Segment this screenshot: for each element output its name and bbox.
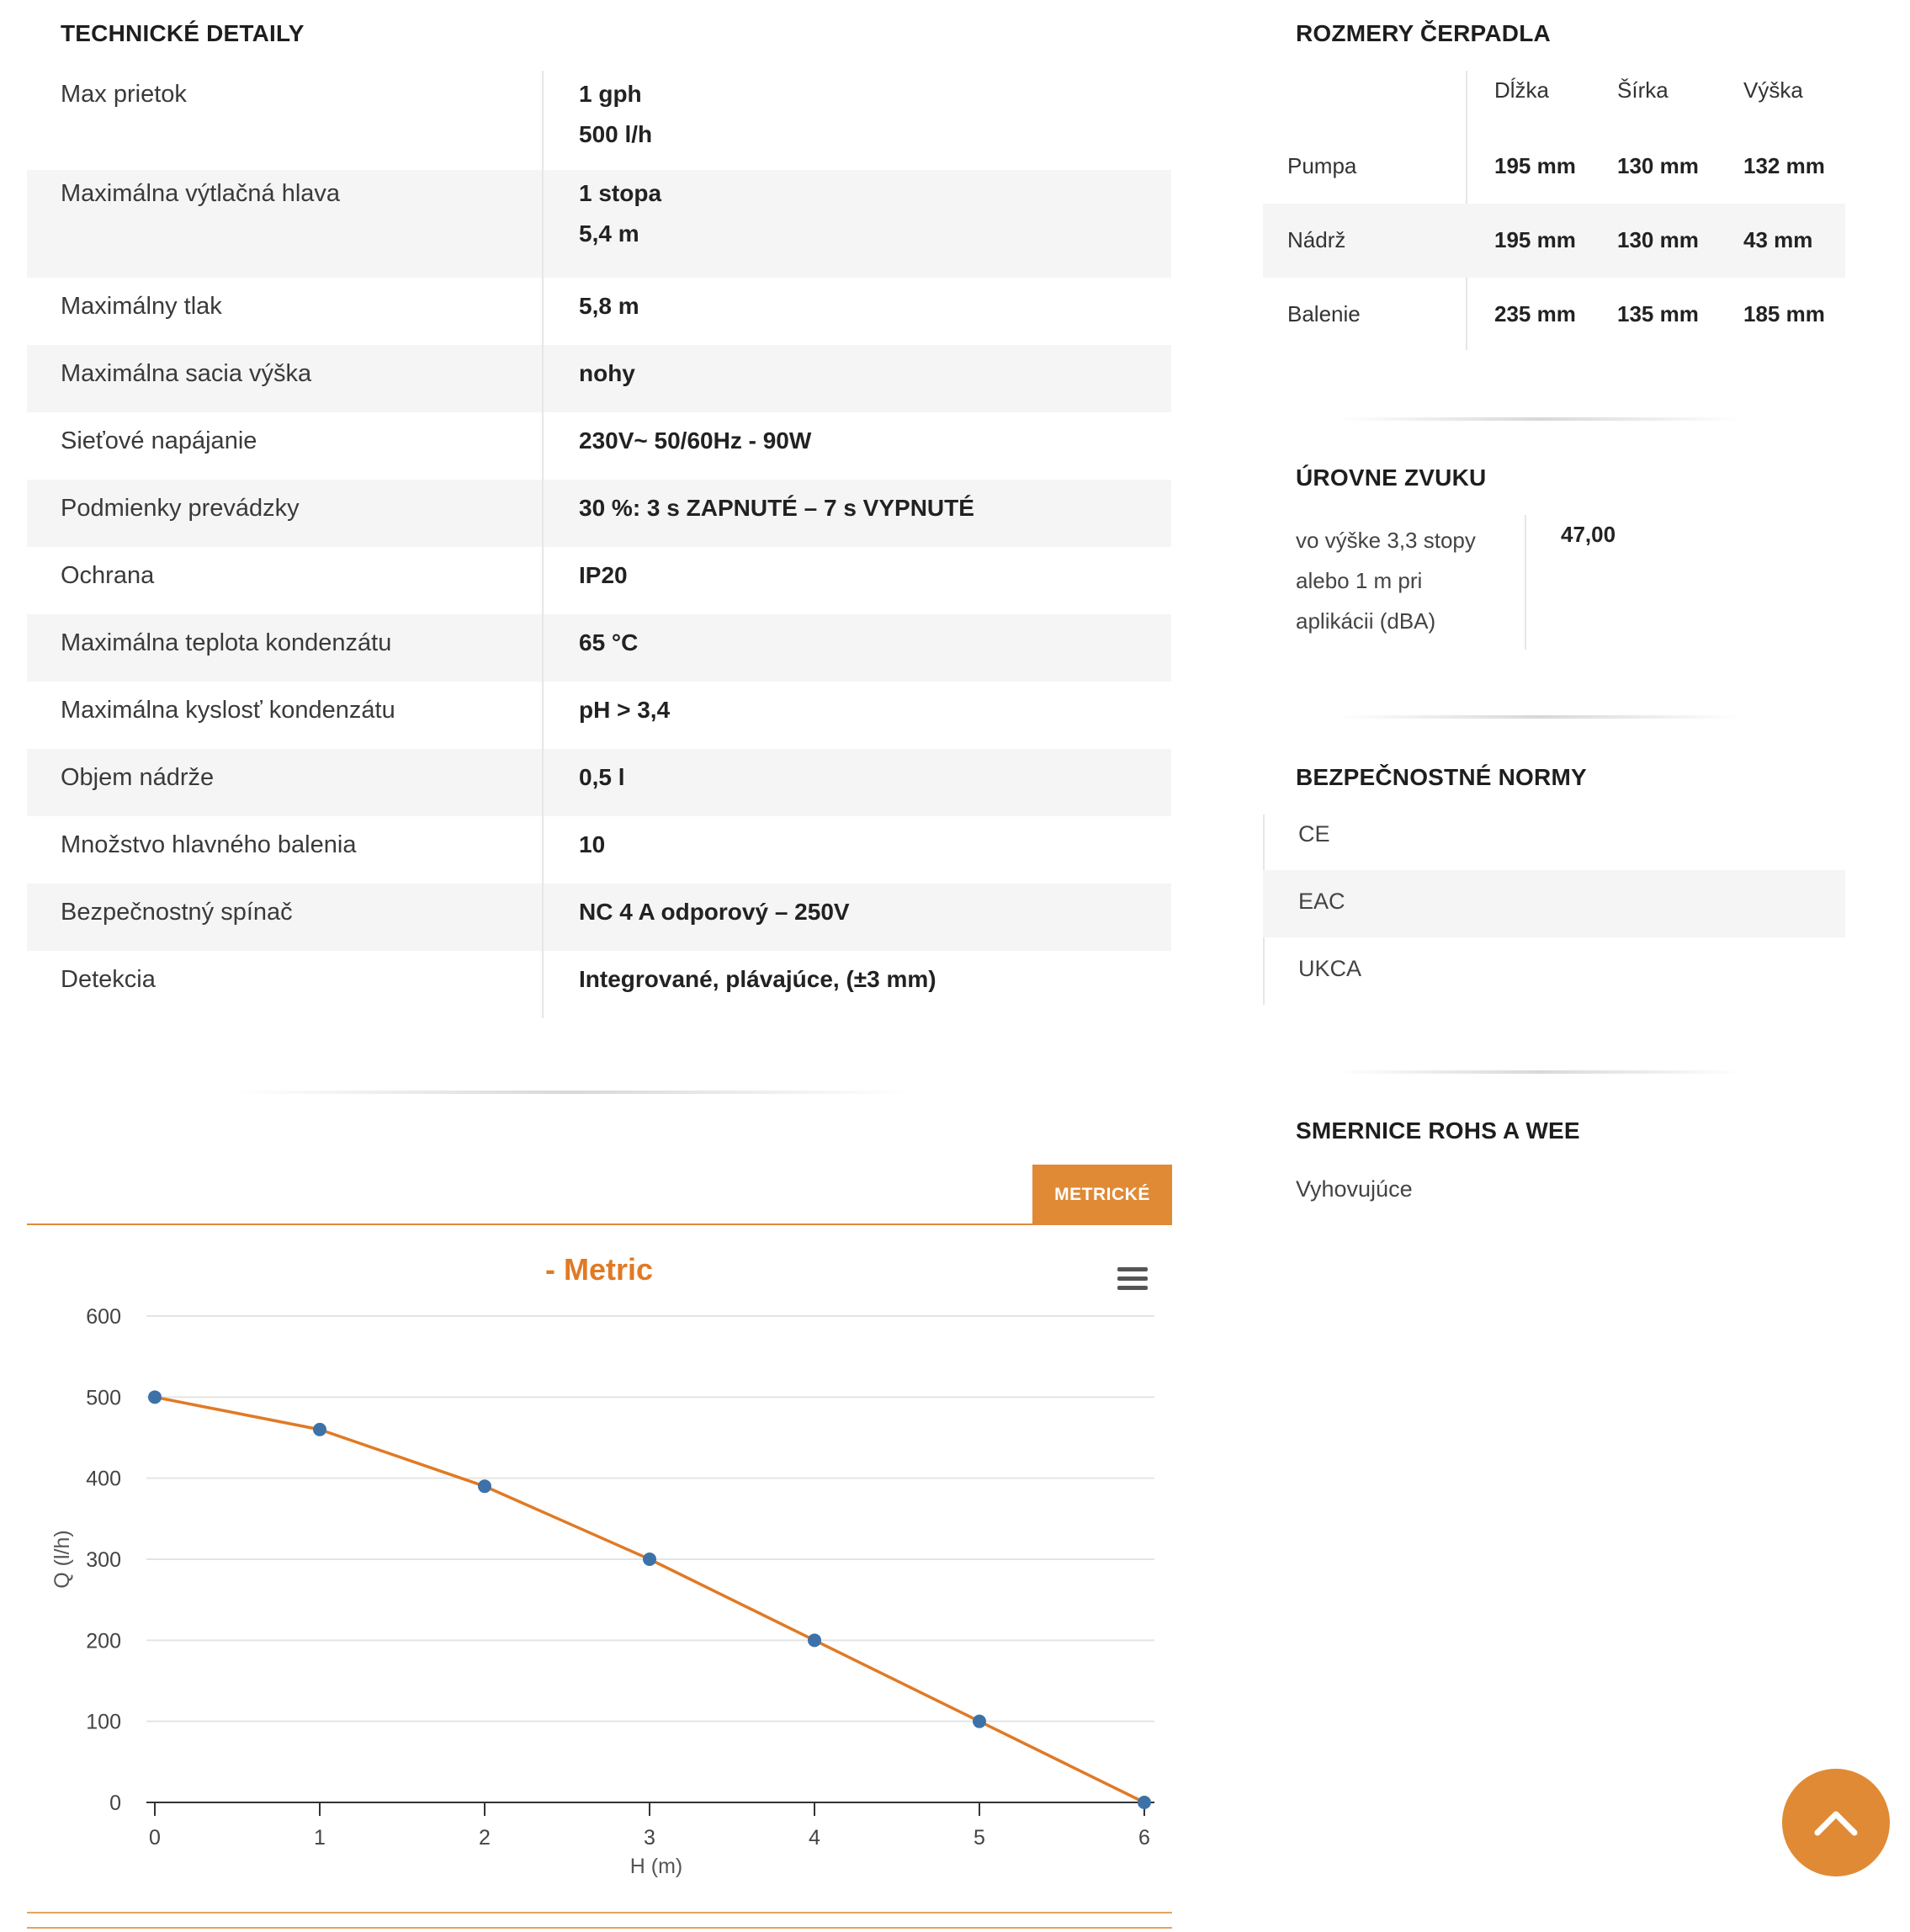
y-tick-label: 200 xyxy=(86,1629,121,1653)
separator xyxy=(236,1091,909,1094)
tech-label: Bezpečnostný spínač xyxy=(61,899,293,926)
data-point xyxy=(1138,1796,1151,1809)
tech-divider xyxy=(542,71,544,170)
tech-row xyxy=(27,480,1171,547)
tech-row xyxy=(27,547,1171,614)
x-tick-label: 4 xyxy=(809,1826,820,1850)
norm-label: UKCA xyxy=(1298,956,1362,981)
tech-label: Objem nádrže xyxy=(61,764,215,791)
chart-bottom-rule-2 xyxy=(27,1927,1172,1929)
data-point xyxy=(643,1552,656,1566)
chart-top-rule xyxy=(27,1223,1172,1225)
tech-divider xyxy=(542,816,544,884)
x-tick-label: 2 xyxy=(479,1826,491,1850)
data-point xyxy=(973,1715,986,1728)
hamburger-icon[interactable] xyxy=(1117,1267,1148,1292)
tech-value: 30 %: 3 s ZAPNUTÉ – 7 s VYPNUTÉ xyxy=(579,495,974,521)
tech-value: 0,5 l xyxy=(579,764,625,790)
tech-label: Maximálny tlak xyxy=(61,293,222,320)
chevron-up-icon xyxy=(1782,1769,1890,1876)
tech-divider xyxy=(542,480,544,547)
y-tick-label: 400 xyxy=(86,1467,121,1491)
tech-value: 230V~ 50/60Hz - 90W xyxy=(579,427,812,454)
tech-value: 10 xyxy=(579,831,606,857)
data-point xyxy=(478,1479,491,1493)
tech-value: 1 stopa 5,4 m xyxy=(579,180,662,247)
data-point xyxy=(808,1633,821,1647)
series-line xyxy=(155,1397,1144,1802)
tech-divider xyxy=(542,170,544,278)
norms-title: BEZPEČNOSTNÉ NORMY xyxy=(1296,764,1587,790)
tech-row xyxy=(27,71,1171,170)
tech-row xyxy=(27,749,1171,816)
chart-bottom-rule xyxy=(27,1912,1172,1913)
dim-cell: 185 mm xyxy=(1743,301,1825,326)
y-tick-label: 600 xyxy=(86,1305,121,1329)
sound-label-line: vo výške 3,3 stopy xyxy=(1296,528,1476,553)
sound-label-line: aplikácii (dBA) xyxy=(1296,608,1436,634)
x-tick-label: 0 xyxy=(149,1826,161,1850)
norm-item xyxy=(1263,870,1845,937)
tech-divider xyxy=(542,614,544,682)
dim-cell: 130 mm xyxy=(1617,227,1699,252)
tech-row xyxy=(27,170,1171,278)
norm-label: EAC xyxy=(1298,889,1345,914)
x-axis-label: H (m) xyxy=(629,1855,683,1878)
separator xyxy=(1338,417,1742,421)
dim-row-name: Nádrž xyxy=(1287,227,1346,252)
tech-row xyxy=(27,345,1171,412)
chart-title: - Metric xyxy=(544,1252,654,1287)
y-tick-label: 0 xyxy=(109,1791,121,1815)
y-tick-label: 300 xyxy=(86,1548,121,1572)
tech-divider xyxy=(542,951,544,1018)
y-axis-label: Q (l/h) xyxy=(50,1530,74,1589)
data-point xyxy=(148,1390,162,1404)
dim-cell: 43 mm xyxy=(1743,227,1813,252)
scroll-top-button[interactable] xyxy=(1782,1769,1890,1876)
separator xyxy=(1338,715,1742,719)
x-tick-label: 6 xyxy=(1138,1826,1150,1850)
tech-label: Max prietok xyxy=(61,81,187,108)
dim-cell: 132 mm xyxy=(1743,153,1825,178)
y-tick-label: 100 xyxy=(86,1710,121,1734)
separator xyxy=(1338,1070,1742,1074)
y-tick-label: 500 xyxy=(86,1386,121,1410)
tech-row xyxy=(27,278,1171,345)
tech-label: Množstvo hlavného balenia xyxy=(61,831,357,858)
dim-header-length: Dĺžka xyxy=(1494,77,1550,103)
dim-row-name: Balenie xyxy=(1287,301,1361,326)
tech-divider xyxy=(542,278,544,345)
tech-value: 1 gph 500 l/h xyxy=(579,81,653,147)
tech-divider xyxy=(542,682,544,749)
tech-label: Detekcia xyxy=(61,966,156,993)
tech-value: 65 °C xyxy=(579,629,639,656)
dimensions-title: ROZMERY ČERPADLA xyxy=(1296,20,1551,46)
x-tick-label: 5 xyxy=(974,1826,985,1850)
tech-value: nohy xyxy=(579,360,635,386)
tech-row xyxy=(27,951,1171,1018)
norm-item xyxy=(1263,803,1845,870)
dim-cell: 195 mm xyxy=(1494,153,1576,178)
dim-cell: 135 mm xyxy=(1617,301,1699,326)
performance-chart xyxy=(0,1296,1178,1902)
dim-cell: 195 mm xyxy=(1494,227,1576,252)
tech-value: 5,8 m xyxy=(579,293,639,319)
tech-divider xyxy=(542,884,544,951)
tech-label: Maximálna kyslosť kondenzátu xyxy=(61,697,395,724)
tech-label: Sieťové napájanie xyxy=(61,427,257,454)
tech-label: Podmienky prevádzky xyxy=(61,495,300,522)
x-tick-label: 3 xyxy=(644,1826,655,1850)
sound-label-line: alebo 1 m pri xyxy=(1296,568,1423,593)
data-point xyxy=(313,1423,326,1436)
rohs-title: SMERNICE ROHS A WEE xyxy=(1296,1117,1580,1144)
rohs-value: Vyhovujúce xyxy=(1296,1176,1413,1202)
sound-label xyxy=(1296,520,1476,641)
tech-row xyxy=(27,816,1171,884)
tech-label: Ochrana xyxy=(61,562,155,589)
metric-toggle-button[interactable]: METRICKÉ xyxy=(1032,1165,1172,1225)
tech-value: pH > 3,4 xyxy=(579,697,671,723)
tech-row xyxy=(27,614,1171,682)
tech-value: Integrované, plávajúce, (±3 mm) xyxy=(579,966,936,992)
dim-header-width: Šírka xyxy=(1617,77,1669,103)
tech-title: TECHNICKÉ DETAILY xyxy=(61,20,305,46)
dim-header-height: Výška xyxy=(1743,77,1803,103)
tech-divider xyxy=(542,345,544,412)
tech-divider xyxy=(542,547,544,614)
dim-cell: 130 mm xyxy=(1617,153,1699,178)
tech-table xyxy=(27,71,1171,1018)
tech-value: IP20 xyxy=(579,562,628,588)
tech-label: Maximálna výtlačná hlava xyxy=(61,180,341,207)
dim-row xyxy=(1263,204,1845,278)
tech-row xyxy=(27,682,1171,749)
tech-divider xyxy=(542,412,544,480)
dim-row xyxy=(1263,130,1845,204)
dim-row xyxy=(1263,278,1845,352)
sound-value: 47,00 xyxy=(1561,522,1616,547)
norm-item xyxy=(1263,937,1845,1005)
dim-cell: 235 mm xyxy=(1494,301,1576,326)
sound-divider xyxy=(1525,515,1526,650)
tech-value: NC 4 A odporový – 250V xyxy=(579,899,850,925)
tech-divider xyxy=(542,749,544,816)
tech-label: Maximálna teplota kondenzátu xyxy=(61,629,392,656)
tech-row xyxy=(27,412,1171,480)
tech-row xyxy=(27,884,1171,951)
x-tick-label: 1 xyxy=(314,1826,326,1850)
dim-row-name: Pumpa xyxy=(1287,153,1357,178)
sound-title: ÚROVNE ZVUKU xyxy=(1296,464,1487,491)
tech-label: Maximálna sacia výška xyxy=(61,360,312,387)
norm-label: CE xyxy=(1298,821,1330,847)
